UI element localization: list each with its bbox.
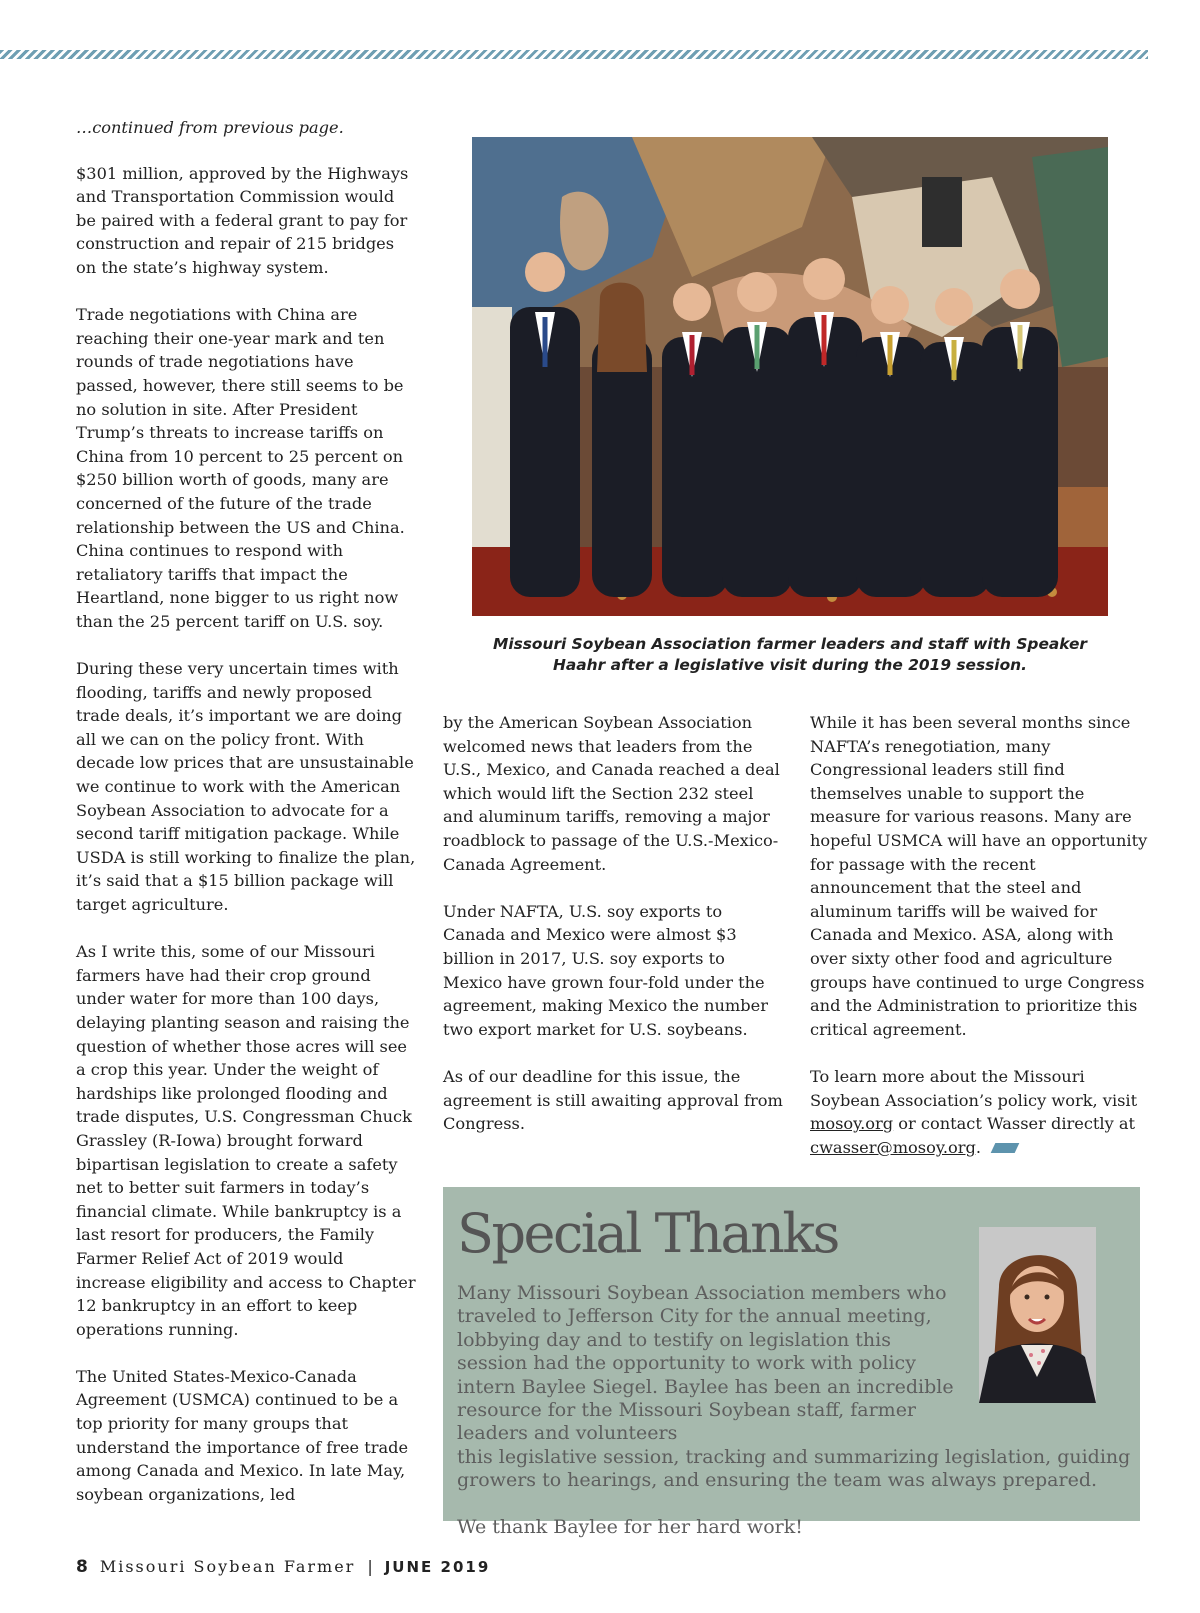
special-thanks-text [457, 1282, 1137, 1563]
special-thanks-title: Special Thanks [457, 1202, 838, 1265]
group-photo-illustration [472, 137, 1108, 616]
special-thanks-box [443, 1187, 1140, 1539]
text-span: Many Missouri Soybean Association members who traveled to Jefferson City for the annual meeting, lobbying day and to testify on legislation this session had the opportunity to work with policy intern Baylee Siegel. Baylee has been an incredible resource for the Missouri Soybean staff, farmer leaders and volunteers [457, 1282, 954, 1445]
text-span: this legislative session, tracking and summarizing legislation, guiding growers to hearings, and ensuring the team was always prepared. [457, 1445, 1131, 1492]
text-span: or contact Wasser directly at [893, 1114, 1136, 1134]
text-span: . [975, 1137, 981, 1157]
website-link[interactable]: mosoy.org [810, 1114, 894, 1134]
paragraph: As of our deadline for this issue, the agreement is still awaiting approval from Congress. [443, 1066, 783, 1134]
page-footer [76, 1557, 490, 1577]
paragraph: Under NAFTA, U.S. soy exports to Canada and Mexico were almost $3 billion in 2017, U.S. soy exports to Mexico have grown four-fold under the agreement, making Mexico the number two export market for U.S. soybeans. [443, 901, 768, 1039]
continued-note: …continued from previous page. [76, 118, 344, 137]
paragraph: While it has been several months since NAFTA’s renegotiation, many Congressional leaders still find themselves unable to support the measure for various reasons. Many are hopeful USMCA will have an opportunity for passage with the recent announcement that the steel and aluminum tariffs will be waived for Canada and Mexico. ASA, along with over sixty other food and agriculture groups have continued to urge Congress and the Administration to prioritize this critical agreement. [810, 713, 1148, 1039]
issue-date: JUNE 2019 [384, 1558, 491, 1576]
paragraph: We thank Baylee for her hard work! [457, 1516, 803, 1539]
paragraph: Trade negotiations with China are reaching their one-year mark and ten rounds of trade negotiations have passed, however, there still seems to be no solution in site. After President Trump’s threats to increase tariffs on China from 10 percent to 25 percent on $250 billion worth of goods, many are concerned of the future of the trade relationship between the US and China. China continues to respond with retaliatory tariffs that impact the Heartland, none bigger to us right now than the 25 percent tariff on U.S. soy. [76, 305, 405, 631]
paragraph [457, 1282, 1137, 1493]
paragraph: As I write this, some of our Missouri farmers have had their crop ground under water for more than 100 days, delaying planting season and raising the question of whether those acres will see a crop this year. Under the weight of hardships like prolonged flooding and trade disputes, U.S. Congressman Chuck Grassley (R-Iowa) brought forward bipartisan legislation to create a safety net to better suit farmers in today’s financial climate. While bankruptcy is a last resort for producers, the Family Farmer Relief Act of 2019 would increase eligibility and access to Chapter 12 bankruptcy in an effort to keep operations running. [76, 942, 416, 1339]
article-column-right [810, 711, 1150, 1159]
footer-separator: | [367, 1557, 373, 1576]
caption-line: Missouri Soybean Association farmer leaders and staff with Speaker [493, 635, 1087, 653]
paragraph: $301 million, approved by the Highways and Transportation Commission would be paired with a federal grant to pay for construction and repair of 215 bridges on the state’s highway system. [76, 163, 409, 277]
article-end-mark-icon [991, 1143, 1020, 1153]
caption-line: Haahr after a legislative visit during the 2019 session. [553, 656, 1027, 674]
magazine-name: Missouri Soybean Farmer [99, 1557, 356, 1576]
article-column-middle [443, 711, 783, 1136]
text-span: To learn more about the Missouri Soybean Association’s policy work, visit [810, 1066, 1138, 1110]
paragraph: During these very uncertain times with flooding, tariffs and newly proposed trade deals, it’s important we are doing all we can on the policy front. With decade low prices that are unsustainable we continue to work with the American Soybean Association to advocate for a second tariff mitigation package. While USDA is still working to finalize the plan, it’s said that a $15 billion package will target agriculture. [76, 659, 416, 914]
paragraph [810, 1065, 1150, 1159]
email-link[interactable]: cwasser@mosoy.org [810, 1137, 976, 1157]
article-column-left [76, 116, 416, 1506]
paragraph: by the American Soybean Association welcomed news that leaders from the U.S., Mexico, and Canada reached a deal which would lift the Section 232 steel and aluminum tariffs, removing a major roadblock to passage of the U.S.-Mexico-Canada Agreement. [443, 713, 780, 874]
group-photo [472, 137, 1108, 616]
page-number: 8 [76, 1557, 88, 1577]
photo-caption [472, 634, 1108, 676]
paragraph: The United States-Mexico-Canada Agreement (USMCA) continued to be a top priority for many groups that understand the importance of free trade among Canada and Mexico. In late May, soybean organizations, led [76, 1366, 409, 1504]
top-decorative-stripe [0, 50, 1148, 59]
